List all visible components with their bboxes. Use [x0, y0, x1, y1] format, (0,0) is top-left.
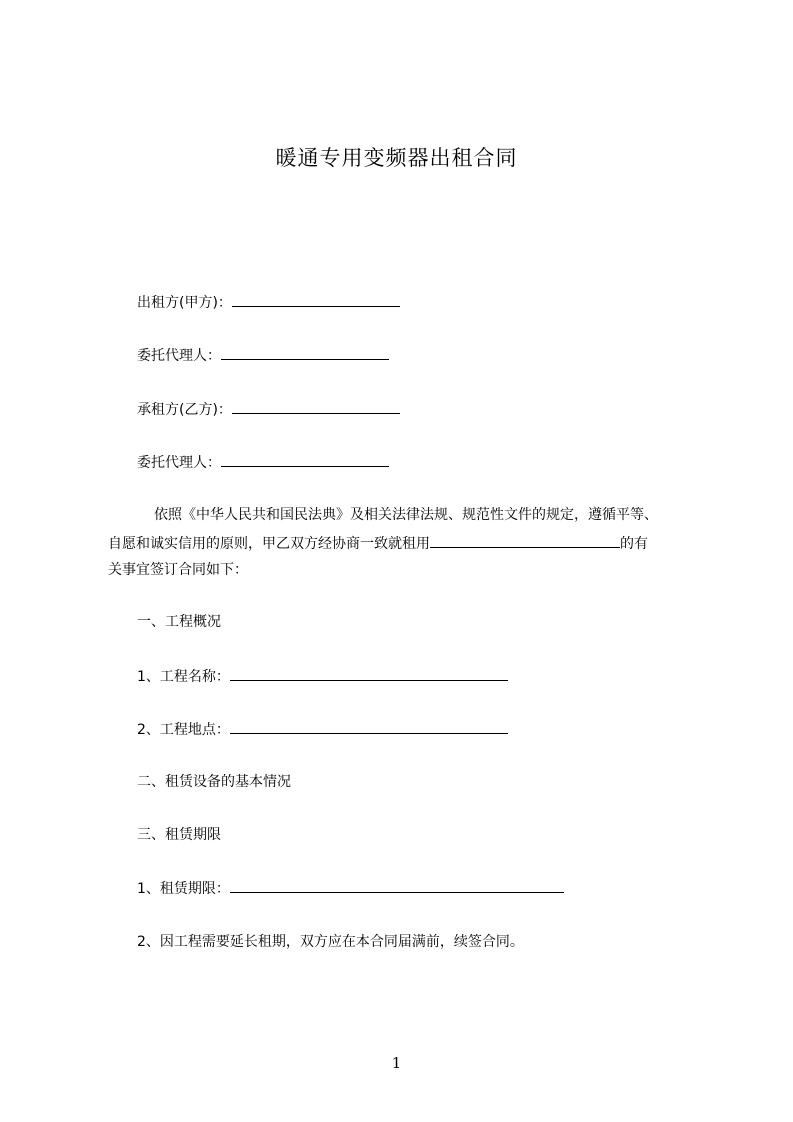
- page-number: 1: [391, 1054, 402, 1072]
- lease-extension-clause: 2、因工程需要延长租期，双方应在本合同届满前，续签合同。: [137, 934, 524, 950]
- lessee-agent-blank[interactable]: [221, 452, 389, 467]
- intro-line-3: 关事宜签订合同如下：: [108, 562, 248, 578]
- lessor-agent-line: [137, 345, 389, 366]
- party-lessor-blank[interactable]: [232, 292, 400, 307]
- party-lessor-line: [137, 292, 400, 313]
- lessee-agent-line: [137, 452, 389, 473]
- project-location-blank[interactable]: [230, 719, 508, 734]
- section-2-heading: 二、租赁设备的基本情况: [137, 774, 291, 790]
- party-lessor-label: 出租方(甲方)：: [137, 295, 232, 311]
- lease-term-blank[interactable]: [230, 878, 564, 893]
- section-3-heading: 三、租赁期限: [137, 827, 221, 843]
- intro-line-1: 依照《中华人民共和国民法典》及相关法律法规、规范性文件的规定，遵循平等、: [154, 507, 658, 523]
- project-location-label: 2、工程地点：: [137, 722, 230, 738]
- rental-item-blank[interactable]: [430, 533, 620, 548]
- lessor-agent-label: 委托代理人：: [137, 348, 221, 364]
- party-lessee-line: [137, 399, 400, 420]
- project-name-label: 1、工程名称：: [137, 669, 230, 685]
- project-name-blank[interactable]: [230, 666, 508, 681]
- intro-line-2-suffix: 的有: [620, 536, 648, 552]
- document-title: 暖通专用变频器出租合同: [275, 146, 518, 170]
- intro-line-2: [108, 533, 648, 554]
- section-1-heading: 一、工程概况: [137, 614, 221, 630]
- project-location-line: [137, 719, 508, 740]
- project-name-line: [137, 666, 508, 687]
- lease-term-label: 1、租赁期限：: [137, 881, 230, 897]
- lessor-agent-blank[interactable]: [221, 345, 389, 360]
- lessee-agent-label: 委托代理人：: [137, 455, 221, 471]
- lease-term-line: [137, 878, 564, 899]
- party-lessee-blank[interactable]: [232, 399, 400, 414]
- party-lessee-label: 承租方(乙方)：: [137, 402, 232, 418]
- intro-line-2-prefix: 自愿和诚实信用的原则，甲乙双方经协商一致就租用: [108, 536, 430, 552]
